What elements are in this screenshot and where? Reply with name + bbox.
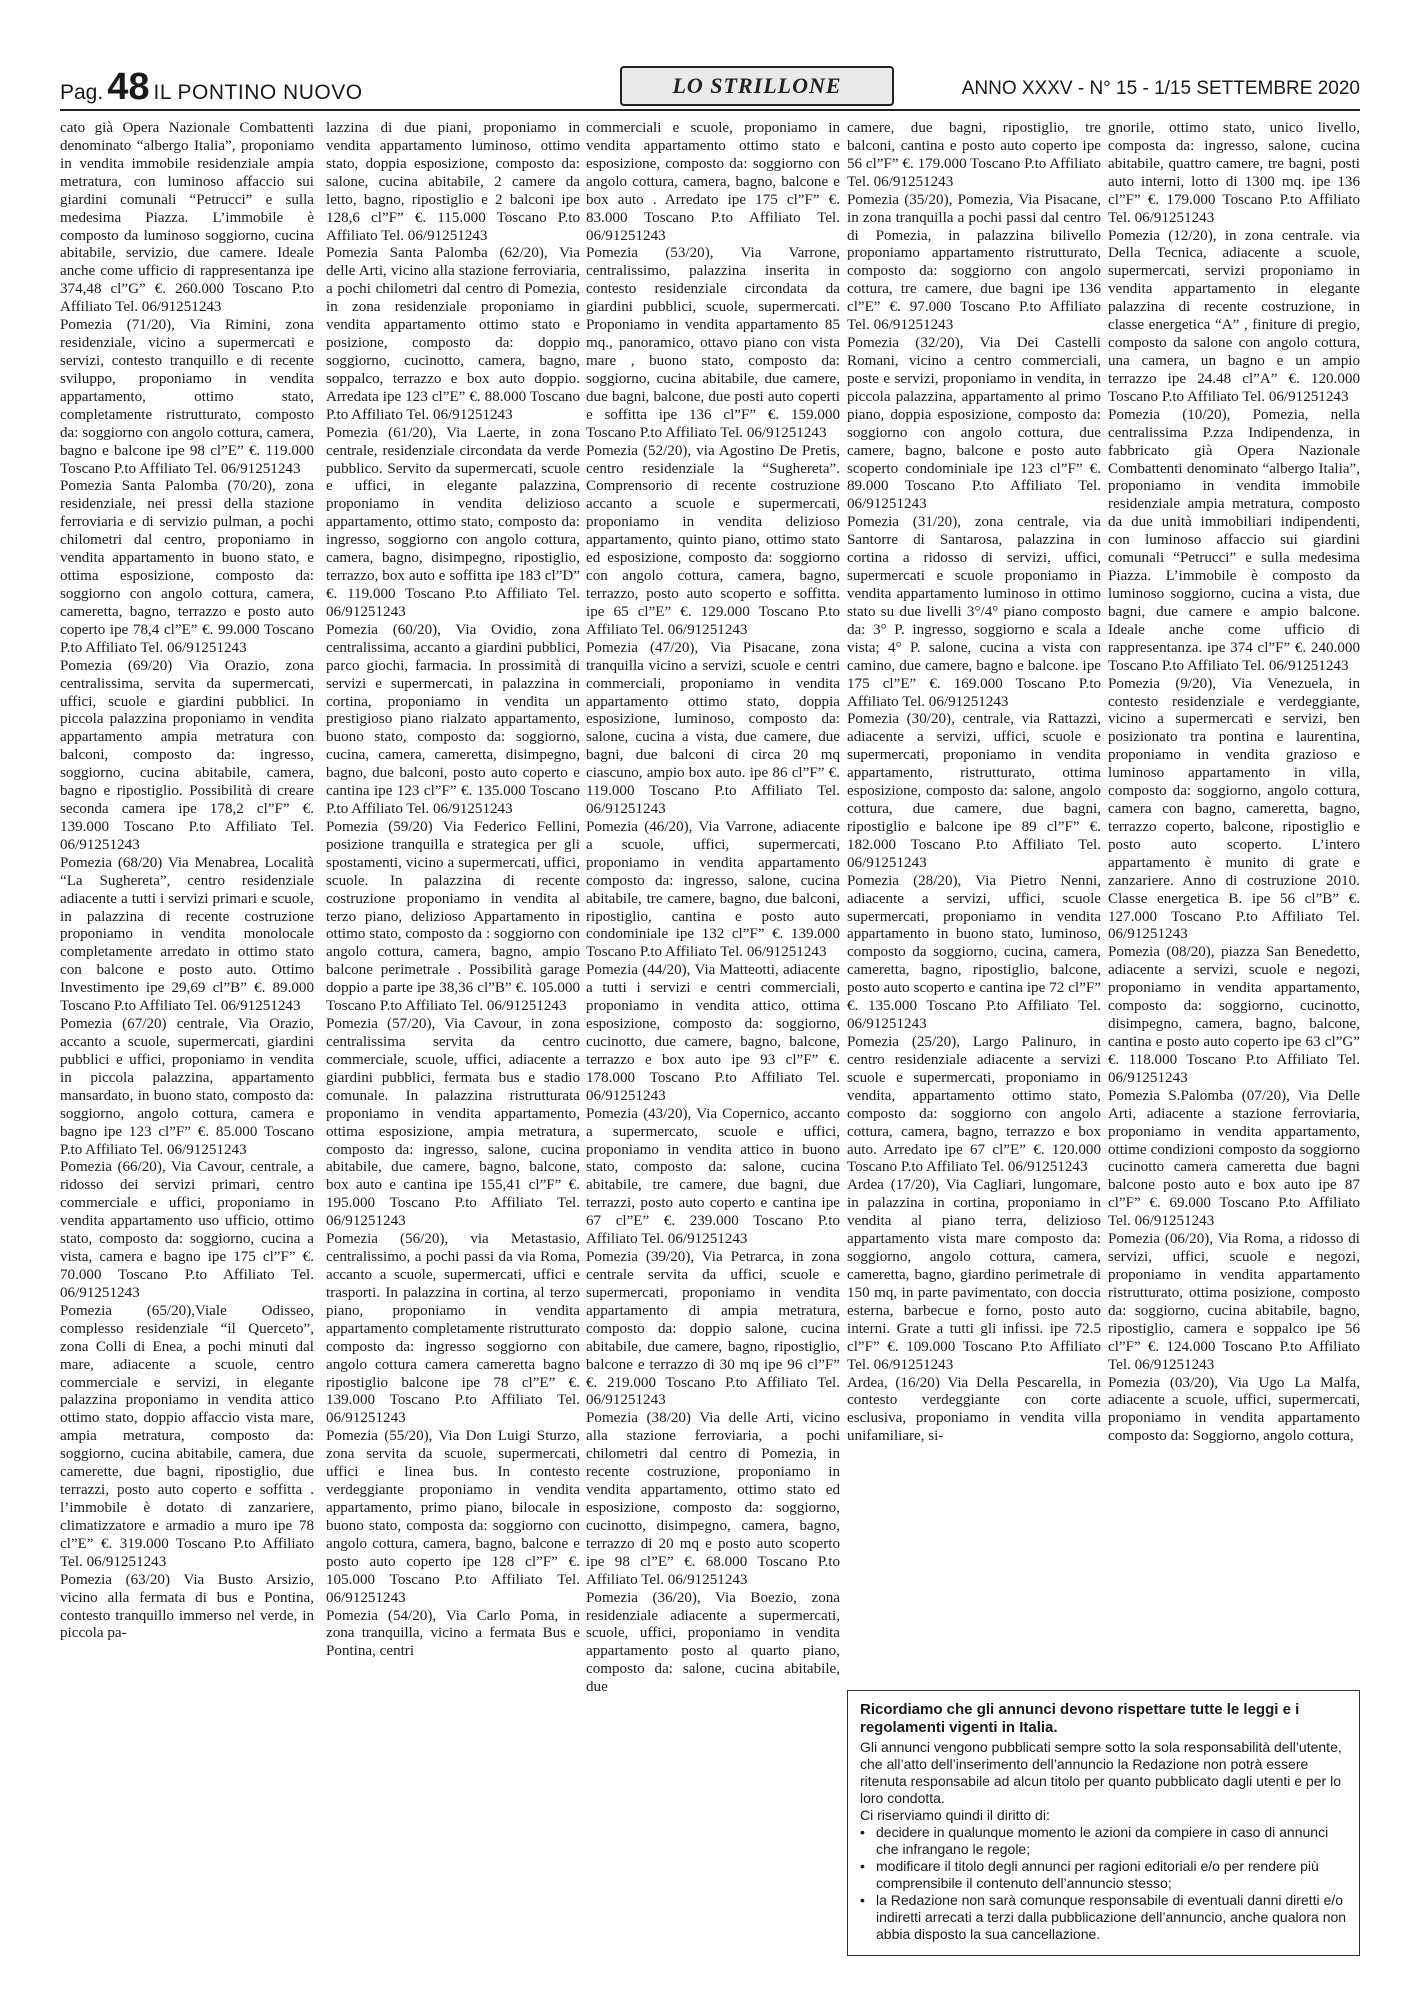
listing: camere, due bagni, ripostiglio, tre balconi, cantina e posto auto coperto ipe 56 cl”F” €. 179.000 Toscano P.to Affiliato Tel. 06/91251243 [847,120,1101,190]
listing: Pomezia (56/20), via Metastasio, centralissimo, a pochi passi da via Roma, accanto a scuole, supermercati, uffici e trasporti. In palazzina in cortina, al terzo piano, proponiamo in vendita appartamento completamente ristrutturato composto da: ingresso soggiorno con angolo cottura camera cameretta bagno ripostiglio balcone ipe 78 cl”E” €. 139.000 Toscano P.to Affiliato Tel. 06/91251243 [326,1231,580,1427]
column-5 [1108,120,1360,1680]
listing: Pomezia (69/20) Via Orazio, zona centralissima, servita da supermercati, uffici, scuole e giardini pubblici. In piccola palazzina proponiamo in vendita appartamento ampia metratura con balconi, composto da: ingresso, soggiorno, cucina abitabile, camera, bagno e ripostiglio. Possibilità di creare seconda camera ipe 178,2 cl”F” €. 139.000 Toscano P.to Affiliato Tel. 06/91251243 [60,657,314,853]
header-rule [60,109,1360,111]
page-label: Pag. [60,81,104,104]
listing: Pomezia (35/20), Pomezia, Via Pisacane, in zona tranquilla a pochi passi dal centro di Pomezia, in palazzina bilivello proponiamo appartamento ristrutturato, composto da: soggiorno con angolo cottura, tre camere, due bagni ipe 136 cl”E” €. 97.000 Toscano P.to Affiliato Tel. 06/91251243 [847,191,1101,334]
logo-text: LO STRILLONE [672,73,842,98]
column-2 [326,120,580,1956]
column-1 [60,120,314,1956]
listing: Pomezia (57/20), Via Cavour, in zona centralissima servita da centro commerciale, scuole, uffici, adiacente a giardini pubblici, fermata bus e stadio comunale. In palazzina ristrutturata proponiamo in vendita appartamento, ottima esposizione, ampia metratura, composto da: ingresso, salone, cucina abitabile, due camere, bagno, balcone, box auto e cantina ipe 155,41 cl”F” €. 195.000 Toscano P.to Affiliato Tel. 06/91251243 [326,1016,580,1230]
listing: Pomezia (28/20), Via Pietro Nenni, adiacente a servizi, uffici, scuole supermercati, proponiamo in vendita appartamento in buono stato, luminoso, composto da soggiorno, cucina, camera, cameretta, bagno, ripostiglio, balcone, posto auto scoperto e cantina ipe 72 cl”F” €. 135.000 Toscano P.to Affiliato Tel. 06/91251243 [847,872,1101,1033]
listing: Ardea (17/20), Via Cagliari, lungomare, in palazzina in cortina, proponiamo in vendita al piano terra, delizioso appartamento vista mare composto da: soggiorno, angolo cottura, camera, cameretta, bagno, giardino perimetrale di 150 mq, in parte pavimentato, con doccia esterna, barbecue e forno, posto auto interni. Grate a tutti gli infissi. ipe 72.5 cl”F” €. 109.000 Toscano P.to Affiliato Tel. 06/91251243 [847,1177,1101,1373]
listing: Pomezia (67/20) centrale, Via Orazio, accanto a scuole, supermercati, giardini pubblici e uffici, proponiamo in vendita in piccola palazzina, appartamento mansardato, in buono stato, composto da: soggiorno, angolo cottura, camera e bagno ipe 123 cl”F” €. 85.000 Toscano P.to Affiliato Tel. 06/91251243 [60,1016,314,1158]
listing: Pomezia (65/20),Viale Odisseo, complesso residenziale “il Querceto”, zona Colli di Enea, a pochi minuti dal mare, adiacente a scuole, centro commerciale e servizi, in elegante palazzina proponiamo in vendita attico ottimo stato, doppio affaccio vista mare, ampia metratura, composto da: soggiorno, cucina abitabile, camera, due camerette, due bagni, ripostiglio, due terrazzi, posto auto coperto e soffitta . l’immobile è dotato di zanzariere, climatizzatore e armadio a muro ipe 78 cl”E” €. 319.000 Toscano P.to Affiliato Tel. 06/91251243 [60,1302,314,1570]
listing: Pomezia (68/20) Via Menabrea, Località “La Sughereta”, centro residenziale adiacente a tutti i servizi primari e scuole, in palazzina di recente costruzione proponiamo in vendita monolocale completamente arredato in ottimo stato con balcone e posto auto. Ottimo Investimento ipe 29,69 cl”B” €. 89.000 Toscano P.to Affiliato Tel. 06/91251243 [60,854,314,1015]
listing: Pomezia (10/20), Pomezia, nella centralissima P.zza Indipendenza, in fabbricato già Opera Nazionale Combattenti denominato “albergo Italia”, proponiamo in vendita immobile residenziale ampia metratura, composto da due unità immobiliari indipendenti, con luminoso affaccio sui giardini comunali “Petrucci” e sulla medesima Piazza. L’immobile è composto da luminoso soggiorno, cucina a vista, due bagni, due camere e ampio balcone. Ideale anche come ufficio di rappresentanza. ipe 374 cl”F” €. 240.000 Toscano P.to Affiliato Tel. 06/91251243 [1108,406,1360,674]
listing: Pomezia (06/20), Via Roma, a ridosso di servizi, uffici, scuole e negozi, proponiamo in vendita appartamento ristrutturato, ottima posizione, composto da: soggiorno, cucina abitabile, bagno, ripostiglio, camera e soppalco ipe 56 cl”F” €. 124.000 Toscano P.to Affiliato Tel. 06/91251243 [1108,1231,1360,1373]
listing: Pomezia (53/20), Via Varrone, centralissimo, palazzina inserita in contesto residenziale circondata da giardini pubblici, scuole, supermercati. Proponiamo in vendita appartamento 85 mq., panoramico, ottavo piano con vista mare , buono stato, composto da: soggiorno, cucina abitabile, due camere, due bagni, balcone, due posti auto coperti e soffitta ipe 136 cl”F” €. 159.000 Toscano P.to Affiliato Tel. 06/91251243 [586,245,840,441]
listing: Ardea, (16/20) Via Della Pescarella, in contesto verdeggiante con corte esclusiva, proponiamo in vendita villa unifamiliare, si- [847,1374,1101,1445]
legal-notice-box [847,1690,1360,1956]
listing: Pomezia (03/20), Via Ugo La Malfa, adiacente a scuole, uffici, supermercati, proponiamo in vendita appartamento composto da: Soggiorno, angolo cottura, [1108,1374,1360,1445]
listing: Pomezia (12/20), in zona centrale. via Della Tecnica, adiacente a scuole, supermercati, servizi proponiamo in vendita appartamento in elegante palazzina di recente costruzione, in classe energetica “A” , finiture di pregio, composto da salone con angolo cottura, una camera, un bagno e un ampio terrazzo ipe 24.48 cl”A” €. 120.000 Toscano P.to Affiliato Tel. 06/91251243 [1108,227,1360,405]
notice-title: Ricordiamo che gli annunci devono rispettare tutte le leggi e i regolamenti vigenti in Italia. [860,1701,1300,1736]
listing: lazzina di due piani, proponiamo in vendita appartamento luminoso, ottimo stato, doppia esposizione, composto da: salone, cucina abitabile, 2 camere da letto, bagno, ripostiglio e 2 balconi ipe 128,6 cl”F” €. 115.000 Toscano P.to Affiliato Tel. 06/91251243 [326,120,580,244]
listing: Pomezia (32/20), Via Dei Castelli Romani, vicino a centro commerciali, poste e servizi, proponiamo in vendita, in piccola palazzina, appartamento al primo piano, doppia esposizione, composto da: soggiorno con angolo cottura, due camere, bagno, balcone e posto auto scoperto condominiale ipe 123 cl”F” €. 89.000 Toscano P.to Affiliato Tel. 06/91251243 [847,335,1101,513]
listing: Pomezia (44/20), Via Matteotti, adiacente a tutti i servizi e centri commerciali, proponiamo in vendita attico, ottima esposizione, composto da: soggiorno, cucinotto, due camere, bagno, balcone, terrazzo e box auto ipe 93 cl”F” €. 178.000 Toscano P.to Affiliato Tel. 06/91251243 [586,962,840,1104]
listing: Pomezia (38/20) Via delle Arti, vicino alla stazione ferroviaria, a pochi chilometri dal centro di Pomezia, in recente costruzione, proponiamo in vendita appartamento, ottimo stato ed esposizione, composto da: soggiorno, cucinotto, disimpegno, camera, bagno, terrazzo di 20 mq e posto auto scoperto ipe 98 cl”E” €. 68.000 Toscano P.to Affiliato Tel. 06/91251243 [586,1410,840,1588]
newspaper-name: IL PONTINO NUOVO [153,81,363,104]
notice-item: • decidere in qualunque momento le azioni da compiere in caso di annunci che infrangano le regole; [860,1824,1347,1858]
notice-intro: Gli annunci vengono pubblicati sempre sotto la sola responsabilità dell’utente, che all’atto dell’inserimento dell’annuncio la Redazione non potrà essere ritenuta responsabile ad alcun titolo per quanto pubblicato dagli utenti e per lo loro condotta. [860,1739,1342,1806]
column-4 [847,120,1101,1680]
issue-info: ANNO XXXV - N° 15 - 1/15 SETTEMBRE 2020 [961,78,1360,99]
listing: Pomezia (54/20), Via Carlo Poma, in zona tranquilla, vicino a fermata Bus e Pontina, centri [326,1607,580,1660]
listing: Pomezia (30/20), centrale, via Rattazzi, adiacente a servizi, uffici, scuole e supermercati, proponiamo in vendita appartamento, ristrutturato, ottima esposizione, composto da: salone, angolo cottura, due camere, due bagni, ripostiglio e balcone ipe 89 cl”F” €. 182.000 Toscano P.to Affiliato Tel. 06/91251243 [847,711,1101,871]
listing: Pomezia (63/20) Via Busto Arsizio, vicino alla fermata di bus e Pontina, contesto tranquillo immerso nel verde, in piccola pa- [60,1571,314,1642]
listing: Pomezia (08/20), piazza San Benedetto, adiacente a servizi, scuole e negozi, proponiamo in vendita appartamento, composto da: soggiorno, cucinotto, disimpegno, camera, bagno, balcone, cantina e posto auto coperto ipe 63 cl”G” €. 118.000 Toscano P.to Affiliato Tel. 06/91251243 [1108,944,1360,1086]
column-3 [586,120,840,1956]
listing: Pomezia (39/20), Via Petrarca, in zona centrale servita da uffici, scuole e supermercati, proponiamo in vendita appartamento di ampia metratura, composto da: doppio salone, cucina abitabile, due camere, bagno, ripostiglio, balcone e terrazzo di 30 mq ipe 96 cl”F” €. 219.000 Toscano P.to Affiliato Tel. 06/91251243 [586,1249,840,1409]
notice-rights-label: Ci riserviamo quindi il diritto di: [860,1807,1050,1823]
listing: commerciali e scuole, proponiamo in vendita appartamento ottimo stato e esposizione, composto da: soggiorno con angolo cottura, camera, bagno, balcone e box auto . Arredato ipe 175 cl”F” €. 83.000 Toscano P.to Affiliato Tel. 06/91251243 [586,120,840,244]
header-left [60,66,363,109]
listing: Pomezia (61/20), Via Laerte, in zona centrale, residenziale circondata da verde pubblico. Servito da supermercati, scuole e uffici, in elegante palazzina, proponiamo in vendita delizioso appartamento, ottimo stato, composto da: ingresso, soggiorno con angolo cottura, camera, bagno, disimpegno, ripostiglio, terrazzo, box auto e soffitta ipe 183 cl”D” €. 119.000 Toscano P.to Affiliato Tel. 06/91251243 [326,424,580,620]
notice-list [860,1824,1347,1943]
listing: cato già Opera Nazionale Combattenti denominato “albergo Italia”, proponiamo in vendita immobile residenziale ampia metratura, con luminoso affaccio sui giardini comunali “Petrucci” e sulla medesima Piazza. L’immobile è composto da luminoso soggiorno, cucina abitabile, servizio, due camere. Ideale anche come ufficio di rappresentanza ipe 374,48 cl”G” €. 260.000 Toscano P.to Affiliato Tel. 06/91251243 [60,120,314,316]
listing: Pomezia (31/20), zona centrale, via Santorre di Santarosa, palazzina in cortina a ridosso di servizi, uffici, supermercati e scuole proponiamo in vendita appartamento luminoso in ottimo stato su due livelli 3°/4° piano composto da: 3° P. ingresso, soggiorno e scala a vista; 4° P. salone, cucina a vista con camino, due camere, bagno e balcone. ipe 175 cl”E” €. 169.000 Toscano P.to Affiliato Tel. 06/91251243 [847,514,1101,710]
listing: Pomezia Santa Palomba (62/20), Via delle Arti, vicino alla stazione ferroviaria, a pochi chilometri dal centro di Pomezia, in zona residenziale proponiamo in vendita appartamento ottimo stato e posizione, composto da: doppio soggiorno, cucinotto, camera, bagno, soppalco, terrazzo e box auto doppio. Arredata ipe 123 cl”E” €. 88.000 Toscano P.to Affiliato Tel. 06/91251243 [326,245,580,423]
listing: Pomezia (43/20), Via Copernico, accanto a supermercato, scuole e uffici, proponiamo in vendita attico in buono stato, composto da: salone, cucina abitabile, tre camere, due bagni, due terrazzi, posto auto coperto e cantina ipe 67 cl”E” €. 239.000 Toscano P.to Affiliato Tel. 06/91251243 [586,1105,840,1248]
listing: Pomezia (71/20), Via Rimini, zona residenziale, vicino a supermercati e servizi, contesto tranquillo e di recente sviluppo, proponiamo in vendita appartamento, ottimo stato, completamente ristrutturato, composto da: soggiorno con angolo cottura, camera, bagno e balcone ipe 98 cl”E” €. 119.000 Toscano P.to Affiliato Tel. 06/91251243 [60,317,314,477]
notice-item: • modificare il titolo degli annunci per ragioni editoriali e/o per rendere più comprensibile il contenuto dell’annuncio stesso; [860,1858,1347,1892]
listing: Pomezia (9/20), Via Venezuela, in contesto residenziale e verdeggiante, vicino a supermercati e servizi, ben posizionato tra pontina e laurentina, proponiamo in vendita grazioso e luminoso appartamento in villa, composto da: soggiorno, angolo cottura, camera con bagno, cameretta, bagno, terrazzo coperto, balcone, ripostiglio e posto auto scoperto. L’intero appartamento è munito di grate e zanzariere. Anno di costruzione 2010. Classe energetica B. ipe 56 cl”B” €. 127.000 Toscano P.to Affiliato Tel. 06/91251243 [1108,675,1360,943]
listing: Pomezia (52/20), via Agostino De Pretis, centro residenziale la “Sughereta”. Comprensorio di recente costruzione accanto a scuole e supermercati, proponiamo in vendita delizioso appartamento, quinto piano, ottimo stato ed esposizione, composto da: soggiorno con angolo cottura, camera, bagno, terrazzo, posto auto scoperto e soffitta. ipe 65 cl”E” €. 129.000 Toscano P.to Affiliato Tel. 06/91251243 [586,442,840,638]
listing: Pomezia (66/20), Via Cavour, centrale, a ridosso dei servizi primari, centro commerciale e uffici, proponiamo in vendita appartamento uso ufficio, ottimo stato, composto da: soggiorno, cucina a vista, camera e bagno ipe 175 cl”F” €. 70.000 Toscano P.to Affiliato Tel. 06/91251243 [60,1159,314,1301]
listing: Pomezia (36/20), Via Boezio, zona residenziale adiacente a supermercati, scuole, uffici, proponiamo in vendita appartamento posto al quarto piano, composto da: salone, cucina abitabile, due [586,1589,840,1696]
page-number: 48 [107,66,150,108]
listing: Pomezia (60/20), Via Ovidio, zona centralissima, accanto a giardini pubblici, parco giochi, farmacia. In prossimità di servizi e supermercati, in palazzina in cortina, proponiamo in vendita un prestigioso piano rialzato appartamento, buono stato, composto da: soggiorno, cucina, camera, cameretta, disimpegno, bagno, due balconi, posto auto coperto e cantina ipe 123 cl”F” €. 135.000 Toscano P.to Affiliato Tel. 06/91251243 [326,621,580,818]
notice-item: • la Redazione non sarà comunque responsabile di eventuali danni diretti e/o indiretti arrecati a terzi dalla pubblicazione dell’annuncio, anche qualora non abbia disposto la sua cancellazione. [860,1892,1347,1943]
listing: Pomezia Santa Palomba (70/20), zona residenziale, nei pressi della stazione ferroviaria e di servizio pulman, a pochi chilometri dal centro, proponiamo in vendita appartamento in buono stato, e ottima esposizione, composto da: soggiorno con angolo cottura, camera, cameretta, bagno, terrazzo e posto auto coperto ipe 78,4 cl”E” €. 99.000 Toscano P.to Affiliato Tel. 06/91251243 [60,478,314,656]
listing: Pomezia (47/20), Via Pisacane, zona tranquilla vicino a servizi, scuole e centri commerciali, proponiamo in vendita appartamento ottimo stato, doppia esposizione, luminoso, composto da: salone, cucina a vista, due camere, due bagni, due balconi di circa 20 mq ciascuno, ampio box auto. ipe 86 cl”F” €. 119.000 Toscano P.to Affiliato Tel. 06/91251243 [586,639,840,818]
listing: Pomezia (25/20), Largo Palinuro, in centro residenziale adiacente a servizi scuole e supermercati, proponiamo in vendita, appartamento ottimo stato, composto da: soggiorno con angolo cottura, camera, bagno, terrazzo e box auto. Arredato ipe 67 cl”E” €. 120.000 Toscano P.to Affiliato Tel. 06/91251243 [847,1034,1101,1176]
listing: gnorile, ottimo stato, unico livello, composta da: ingresso, salone, cucina abitabile, quattro camere, tre bagni, posti auto interni, lotto di 1300 mq. ipe 136 cl”F” €. 179.000 Toscano P.to Affiliato Tel. 06/91251243 [1108,120,1360,226]
strillone-logo [620,66,894,106]
page-header [60,66,1360,110]
listing: Pomezia S.Palomba (07/20), Via Delle Arti, adiacente a stazione ferroviaria, proponiamo in vendita appartamento, ottime condizioni composto da soggiorno cucinotto camera cameretta due bagni balcone posto auto e box auto ipe 87 cl”F” €. 69.000 Toscano P.to Affiliato Tel. 06/91251243 [1108,1087,1360,1230]
listing: Pomezia (59/20) Via Federico Fellini, posizione tranquilla e strategica per gli spostamenti, vicino a supermercati, uffici, scuole. In palazzina di recente costruzione proponiamo in vendita al terzo piano, delizioso Appartamento in ottimo stato, composto da : soggiorno con angolo cottura, camera, bagno, ampio balcone perimetrale . Possibilità garage doppio a parte ipe 38,36 cl”B” €. 105.000 Toscano P.to Affiliato Tel. 06/91251243 [326,818,580,1015]
listing: Pomezia (46/20), Via Varrone, adiacente a scuole, uffici, supermercati, proponiamo in vendita appartamento composto da: ingresso, salone, cucina abitabile, tre camere, bagno, due balconi, ripostiglio, cantina e posto auto condominiale ipe 132 cl”F” €. 139.000 Toscano P.to Affiliato Tel. 06/91251243 [586,818,840,961]
listing: Pomezia (55/20), Via Don Luigi Sturzo, zona servita da scuole, supermercati, uffici e linea bus. In contesto verdeggiante proponiamo in vendita appartamento, primo piano, bilocale in buono stato, composta da: soggiorno con angolo cottura, camera, bagno, balcone e posto auto coperto ipe 128 cl”F” €. 105.000 Toscano P.to Affiliato Tel. 06/91251243 [326,1428,580,1606]
